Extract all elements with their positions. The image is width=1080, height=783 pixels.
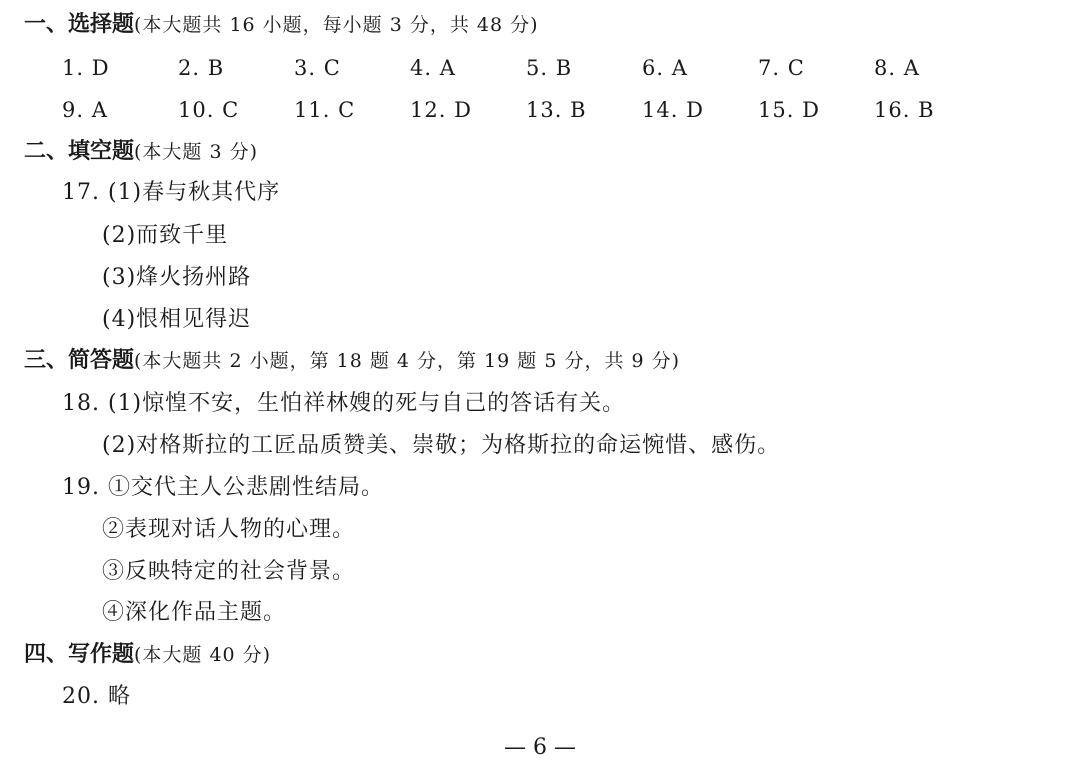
mc-answer-2: 2. B: [178, 56, 225, 80]
mc-answer-5: 5. B: [526, 56, 573, 80]
section-4-heading: [24, 640, 271, 670]
mc-answer-15: 15. D: [758, 98, 820, 122]
mc-answer-4: 4. A: [410, 56, 456, 80]
mc-answer-12: 12. D: [410, 98, 472, 122]
answer-20: 20. 略: [62, 684, 131, 709]
page-number: — 6 —: [504, 735, 576, 760]
answer-19-1: 19. ①交代主人公悲剧性结局。: [62, 475, 384, 500]
section-2-title: 二、填空题: [24, 139, 135, 164]
section-1-heading: [24, 10, 539, 40]
section-1-note: (本大题共 16 小题，每小题 3 分，共 48 分): [134, 14, 539, 36]
answer-17-1: 17. (1)春与秋其代序: [62, 180, 281, 205]
mc-answer-9: 9. A: [62, 98, 108, 122]
answer-17-3: (3)烽火扬州路: [102, 265, 252, 290]
mc-answers-row-1: [0, 53, 1080, 83]
mc-answer-10: 10. C: [178, 98, 240, 122]
mc-answer-11: 11. C: [294, 98, 356, 122]
answer-17-4: (4)恨相见得迟: [102, 307, 252, 332]
answer-18-1: 18. (1)惊惶不安，生怕祥林嫂的死与自己的答话有关。: [62, 391, 626, 416]
section-1-title: 一、选择题: [24, 12, 135, 37]
section-3-note: (本大题共 2 小题，第 18 题 4 分，第 19 题 5 分，共 9 分): [134, 350, 681, 372]
answer-17-2: (2)而致千里: [102, 223, 229, 248]
section-2-heading: [24, 137, 258, 167]
mc-answer-8: 8. A: [874, 56, 920, 80]
mc-answer-1: 1. D: [62, 56, 110, 80]
answer-19-3: ③反映特定的社会背景。: [102, 559, 356, 584]
section-4-note: (本大题 40 分): [134, 644, 272, 666]
section-4-title: 四、写作题: [24, 642, 135, 667]
mc-answers-row-2: [0, 95, 1080, 125]
mc-answer-13: 13. B: [526, 98, 587, 122]
mc-answer-3: 3. C: [294, 56, 341, 80]
mc-answer-6: 6. A: [642, 56, 688, 80]
mc-answer-16: 16. B: [874, 98, 935, 122]
answer-19-4: ④深化作品主题。: [102, 600, 287, 625]
mc-answer-14: 14. D: [642, 98, 704, 122]
section-3-heading: [24, 346, 680, 376]
answer-18-2: (2)对格斯拉的工匠品质赞美、崇敬；为格斯拉的命运惋惜、感伤。: [102, 433, 781, 458]
section-2-note: (本大题 3 分): [134, 141, 259, 163]
answer-19-2: ②表现对话人物的心理。: [102, 517, 356, 542]
section-3-title: 三、简答题: [24, 348, 135, 373]
mc-answer-7: 7. C: [758, 56, 805, 80]
